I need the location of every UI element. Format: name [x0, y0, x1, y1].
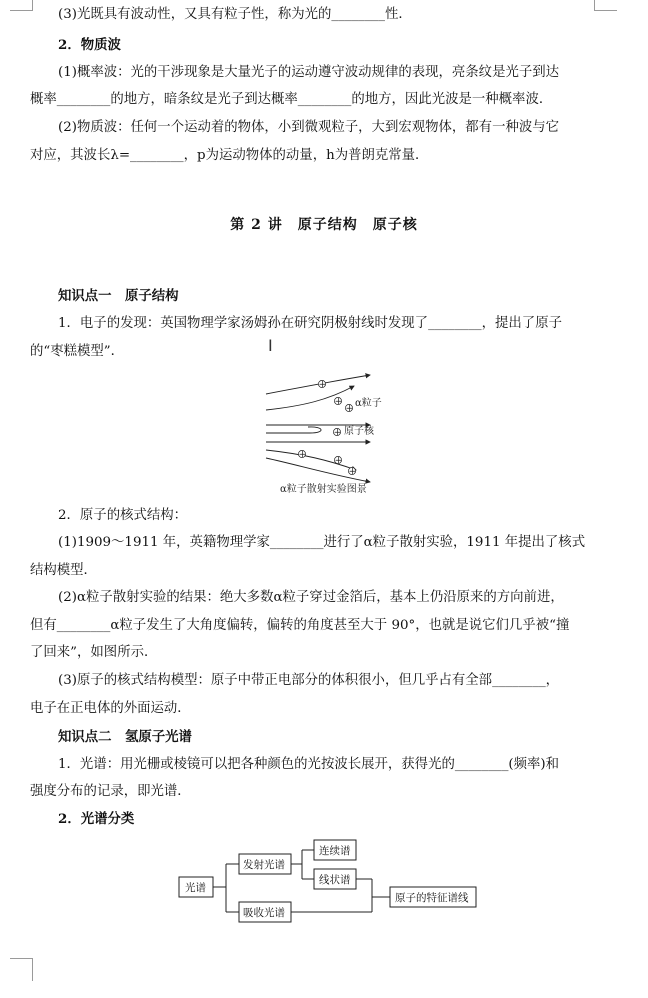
text-line: (1)1909～1911 年，英籍物理学家________进行了α粒子散射实验，1911 年提出了核式	[58, 535, 586, 550]
text-line: 强度分布的记录，即光谱．	[30, 784, 191, 799]
text-line: 1．光谱：用光栅或棱镜可以把各种颜色的光按波长展开，获得光的________(频率)和	[58, 757, 560, 772]
spectrum-tree-diagram	[176, 834, 486, 928]
tree-characteristic-label: 原子的特征谱线	[395, 892, 469, 904]
corner-mark-top-left	[10, 0, 33, 11]
section-heading: 知识点二 氢原子光谱	[58, 729, 192, 745]
svg-text:+: +	[345, 404, 354, 415]
text-line: 但有________α粒子发生了大角度偏转，偏转的角度甚至大于 90°，也就是说它们几乎被“撞	[30, 618, 570, 633]
alpha-label: α粒子	[355, 398, 382, 409]
alpha-trajectory	[266, 450, 356, 470]
alpha-scattering-figure	[258, 370, 388, 498]
text-line: 1．电子的发现：英国物理学家汤姆孙在研究阴极射线时发现了________，提出了原子	[58, 316, 562, 331]
svg-text:+: +	[334, 456, 343, 467]
section-heading: 2．物质波	[58, 37, 121, 53]
text-line: 电子在正电体的外面运动．	[30, 701, 191, 716]
text-cursor-icon: Ⅰ	[268, 336, 273, 355]
tree-absorption-label: 吸收光谱	[243, 907, 285, 919]
nucleus-label: 原子核	[344, 426, 374, 437]
svg-text:+: +	[333, 428, 342, 439]
lecture-title: 第 2 讲 原子结构 原子核	[230, 217, 418, 233]
corner-mark-bottom-left	[10, 958, 33, 981]
text-line: 对应，其波长λ=________，p为运动物体的动量，h为普朗克常量．	[30, 148, 429, 163]
text-line: (3)光既具有波动性，又具有粒子性，称为光的________性．	[58, 7, 412, 22]
text-line: (3)原子的核式结构模型：原子中带正电部分的体积很小，但几乎占有全部________，	[58, 673, 560, 688]
text-line: 了回来”，如图所示．	[30, 645, 158, 660]
tree-root-label: 光谱	[185, 882, 206, 894]
svg-text:+: +	[298, 450, 307, 461]
tree-line-label: 线状谱	[319, 874, 351, 886]
alpha-trajectory	[266, 427, 321, 433]
svg-text:+: +	[348, 467, 357, 478]
section-heading: 知识点一 原子结构	[58, 288, 179, 304]
tree-continuous-label: 连续谱	[319, 845, 351, 857]
svg-text:+: +	[318, 380, 327, 391]
text-line: 结构模型．	[30, 563, 97, 578]
text-line: 2．原子的核式结构：	[58, 508, 188, 523]
text-line: (1)概率波：光的干涉现象是大量光子的运动遵守波动规律的表现，亮条纹是光子到达	[58, 65, 560, 80]
tree-emission-label: 发射光谱	[243, 859, 285, 871]
text-line: 的“枣糕模型”．	[30, 344, 125, 359]
section-heading: 2．光谱分类	[58, 811, 135, 827]
figure-caption: α粒子散射实验图景	[280, 484, 367, 495]
text-line: 概率________的地方，暗条纹是光子到达概率________的地方，因此光波是一种概率波．	[30, 92, 553, 107]
svg-text:+: +	[334, 397, 343, 408]
text-line: (2)α粒子散射实验的结果：绝大多数α粒子穿过金箔后，基本上仍沿原来的方向前进，	[58, 590, 564, 605]
text-line: (2)物质波：任何一个运动着的物体，小到微观粒子，大到宏观物体，都有一种波与它	[58, 120, 560, 135]
